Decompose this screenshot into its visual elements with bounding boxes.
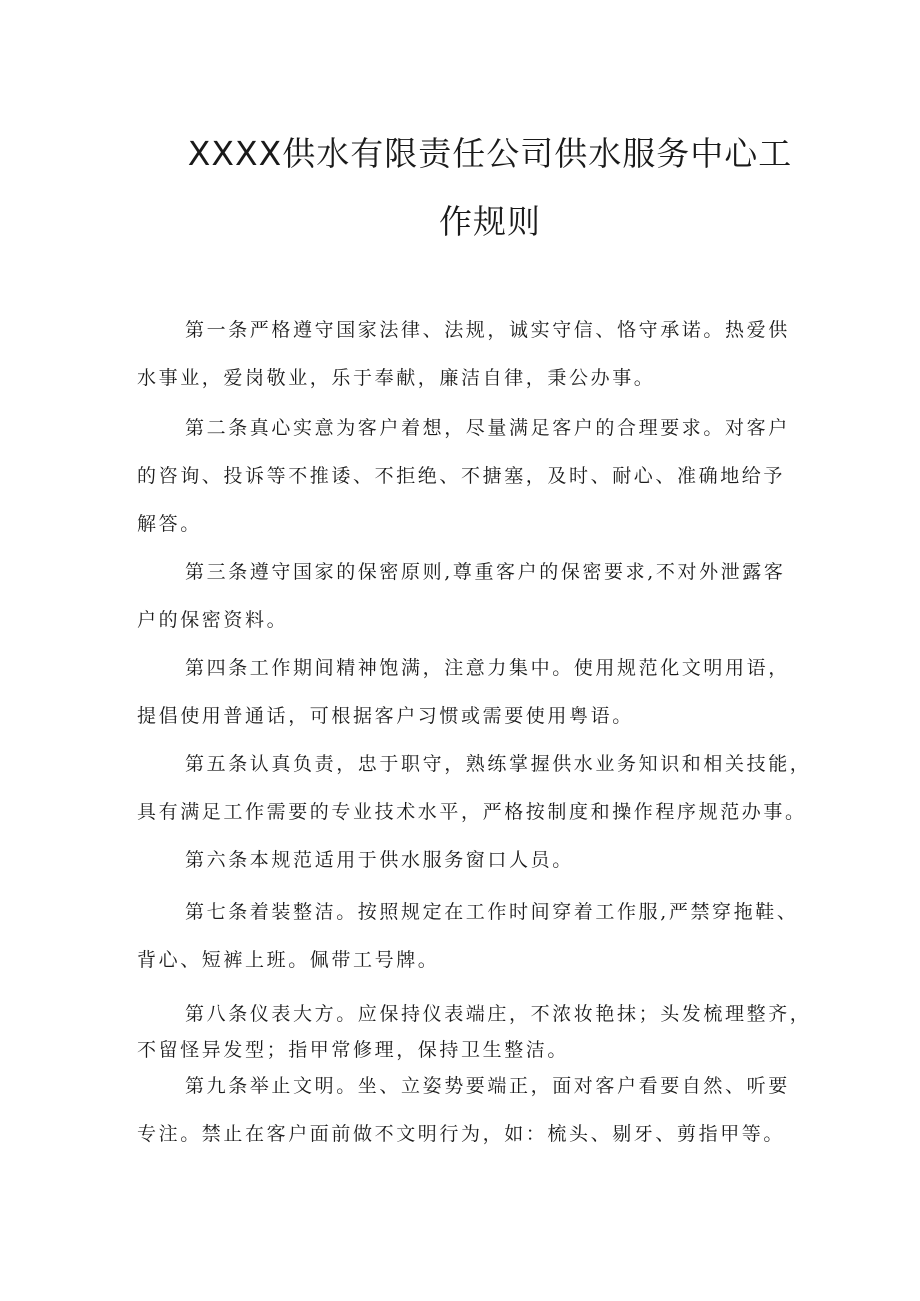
article-8-line-2: 不留怪异发型；指甲常修理，保持卫生整洁。: [137, 1039, 570, 1061]
article-5: [137, 740, 812, 836]
article-1-line-2: 水事业，爱岗敬业，乐于奉献，廉洁自律，秉公办事。: [137, 367, 656, 389]
article-9-line-2: 专注。禁止在客户面前做不文明行为，如：梳头、剔牙、剪指甲等。: [137, 1123, 786, 1145]
document-title-line-2: 作规则: [439, 202, 541, 241]
article-9-line-1: 第九条举止文明。坐、立姿势要端正，面对客户看要自然、听要: [185, 1075, 790, 1097]
article-5-line-2: 具有满足工作需要的专业技术水平，严格按制度和操作程序规范办事。: [137, 801, 807, 823]
article-6: [137, 836, 797, 884]
article-3-line-1: 第三条遵守国家的保密原则,尊重客户的保密要求,不对外泄露客: [185, 561, 786, 583]
article-5-line-1: 第五条认真负责，忠于职守，熟练掌握供水业务知识和相关技能，: [185, 753, 812, 775]
article-4-line-1: 第四条工作期间精神饱满，注意力集中。使用规范化文明用语，: [185, 657, 790, 679]
article-8: [137, 996, 812, 1068]
article-3: [137, 548, 797, 644]
article-8-line-1: 第八条仪表大方。应保持仪表端庄，不浓妆艳抹；头发梳理整齐，: [185, 1003, 812, 1025]
article-2: [137, 404, 797, 548]
article-6-line-1: 第六条本规范适用于供水服务窗口人员。: [185, 849, 574, 871]
article-2-line-3: 解答。: [137, 513, 202, 535]
article-2-line-2: 的咨询、投诉等不推诿、不拒绝、不搪塞，及时、耐心、准确地给予: [137, 465, 786, 487]
article-1: [137, 306, 797, 402]
article-3-line-2: 户的保密资料。: [137, 609, 289, 631]
article-4-line-2: 提倡使用普通话，可根据客户习惯或需要使用粤语。: [137, 705, 634, 727]
article-9: [137, 1062, 797, 1158]
article-7-line-2: 背心、短裤上班。佩带工号牌。: [137, 949, 440, 971]
article-7-line-1: 第七条着装整洁。按照规定在工作时间穿着工作服,严禁穿拖鞋、: [185, 901, 799, 923]
article-7: [137, 888, 797, 984]
article-1-line-1: 第一条严格遵守国家法律、法规，诚实守信、恪守承诺。热爱供: [185, 319, 790, 341]
article-4: [137, 644, 797, 740]
document-title-line-1: XXXX供水有限责任公司供水服务中心工: [187, 134, 793, 173]
article-2-line-1: 第二条真心实意为客户着想，尽量满足客户的合理要求。对客户: [185, 417, 790, 439]
